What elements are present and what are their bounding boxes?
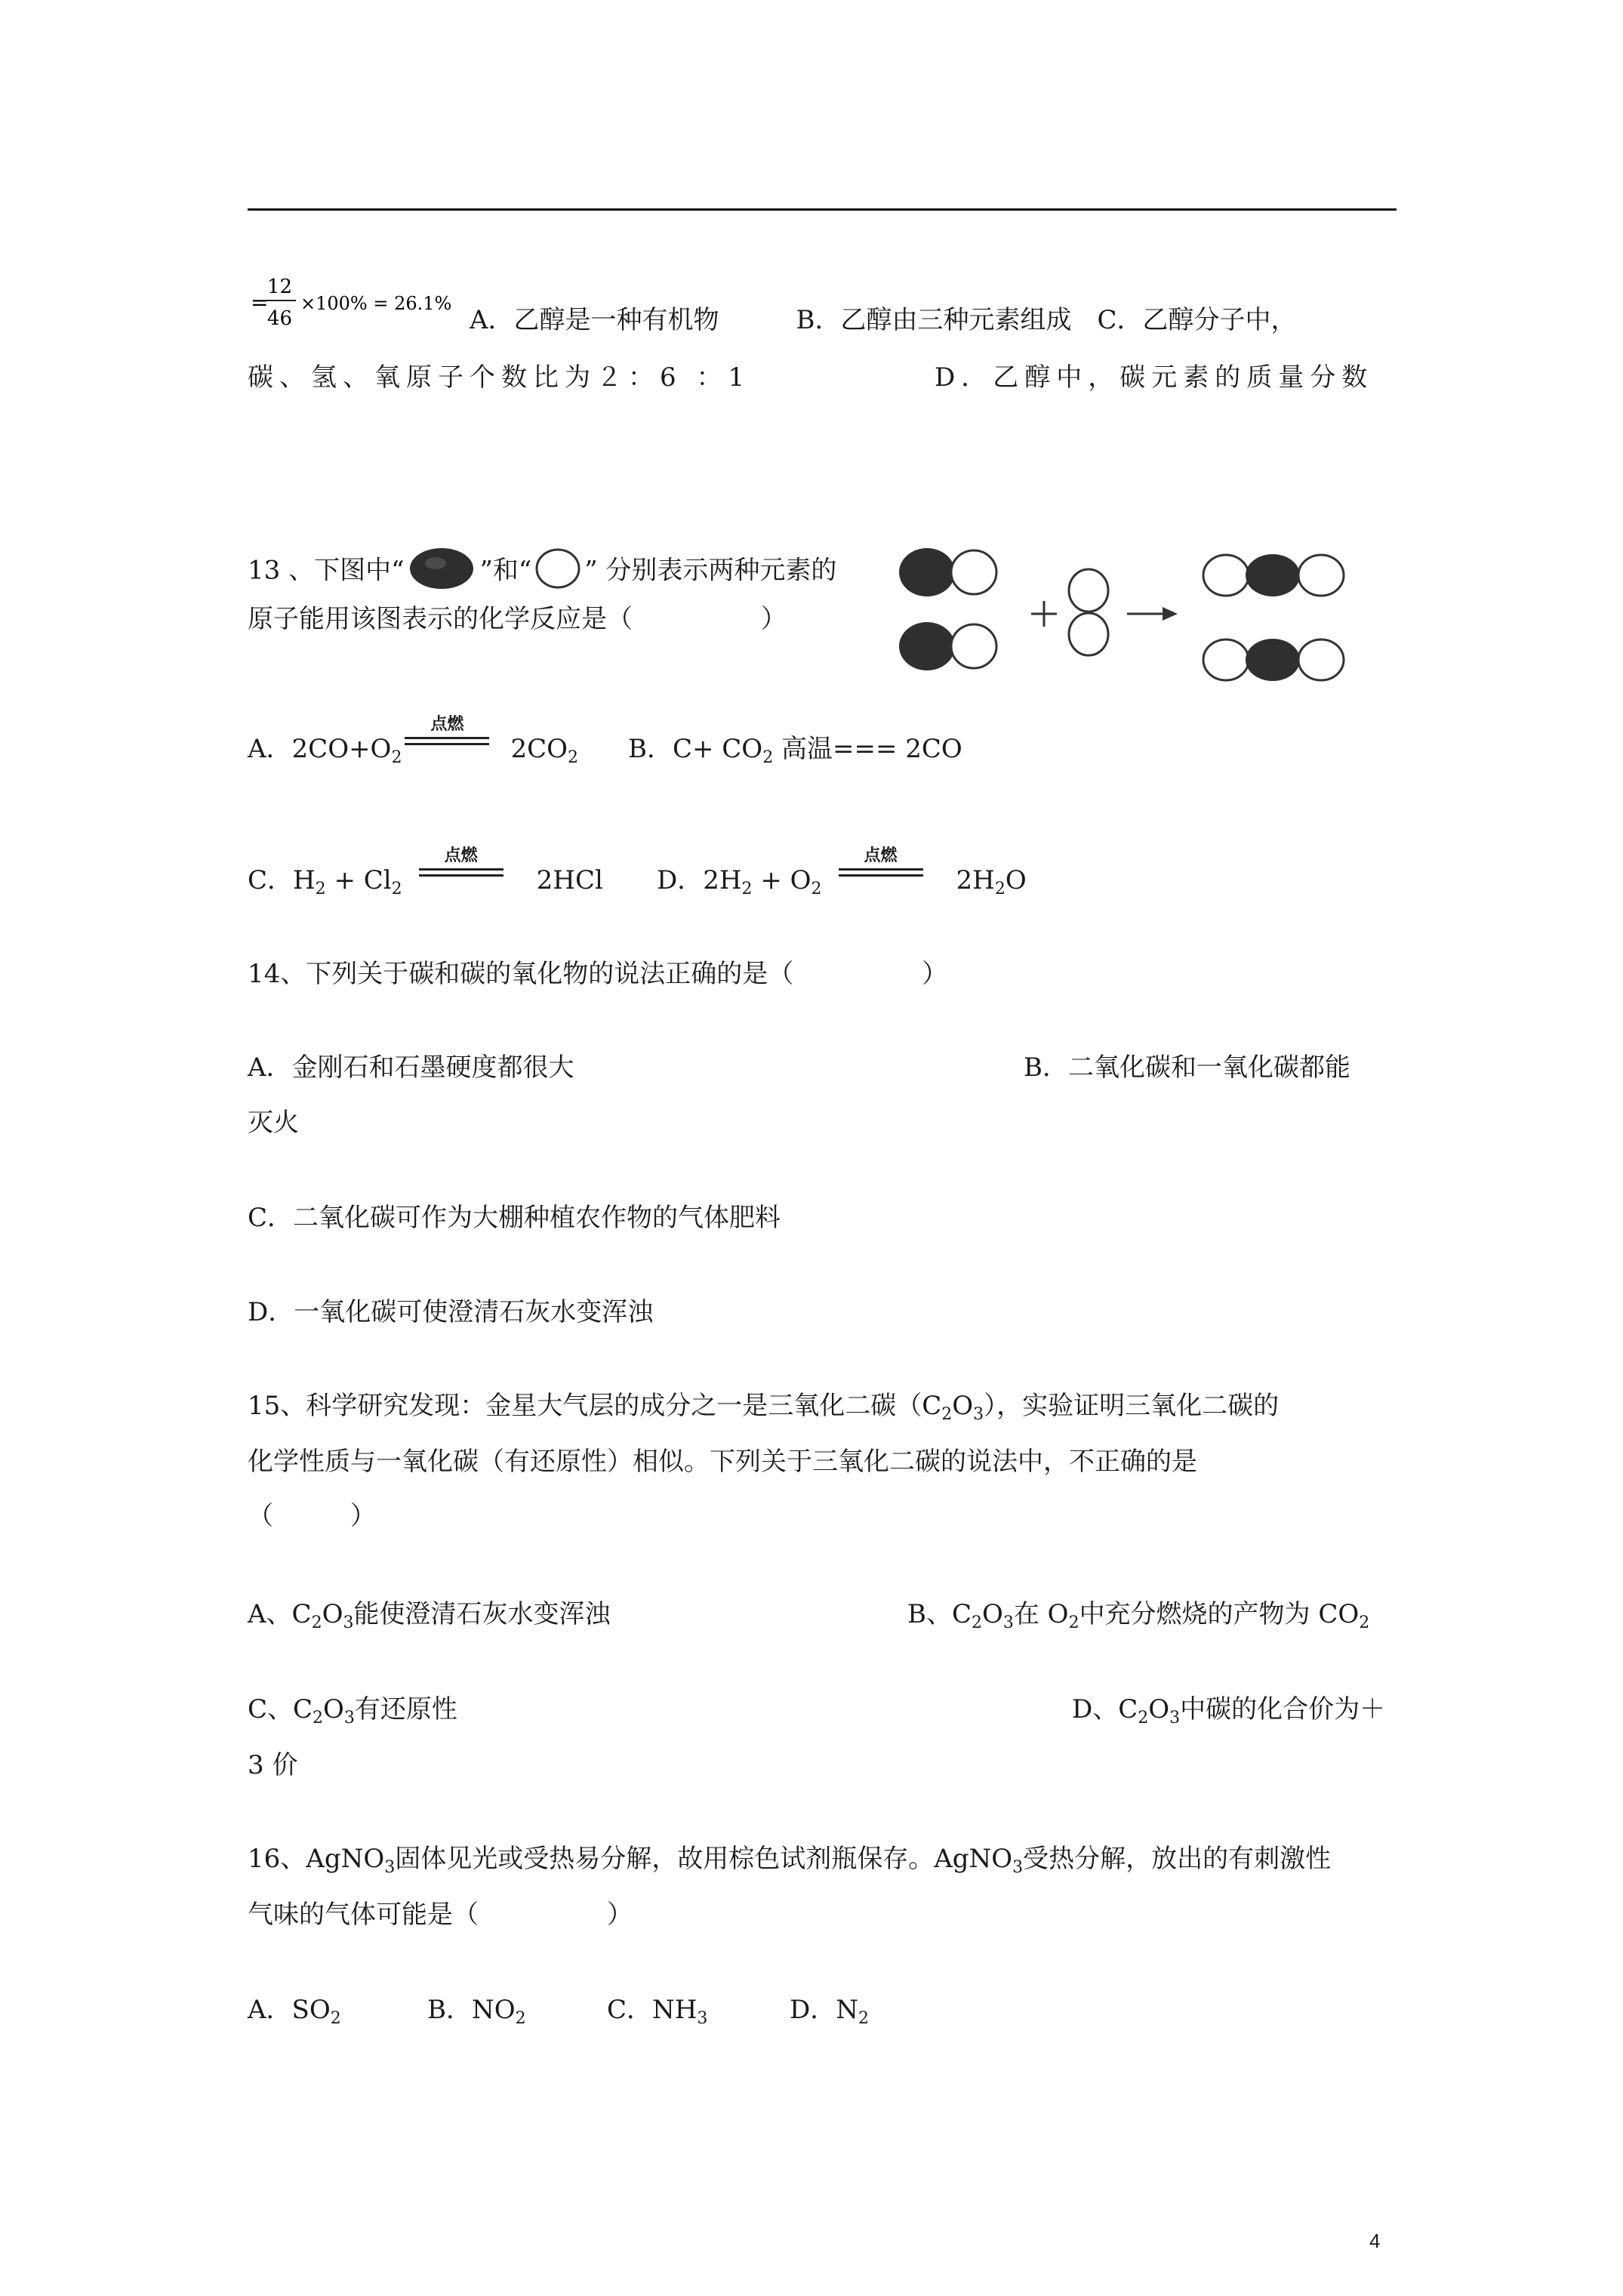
- q13-option-d: D．$2H_2 + O_2$ 点燃 $2H_2O$: [657, 846, 1027, 898]
- q16-option-d: D．$N_2$: [790, 1995, 870, 2028]
- q15-stem-line3: （ ）: [248, 1501, 376, 1531]
- reaction-diagram: [897, 533, 1357, 688]
- q14-option-d: D．一氧化碳可使澄清石灰水变浑浊: [248, 1297, 654, 1327]
- q13-line1-a: 13 、下图中“: [248, 555, 405, 586]
- ignite-condition: 点燃: [419, 865, 504, 895]
- header-rule: [248, 208, 1397, 211]
- q16-option-b: B．$NO_2$: [427, 1995, 526, 2028]
- q15-stem-line1: 15、科学研究发现：金星大气层的成分之一是三氧化二碳$(C_2O_3)$，实验证明三氧化二碳的: [248, 1391, 1280, 1424]
- ignite-condition: 点燃: [839, 865, 923, 895]
- q15-option-d-cont: 3 价: [248, 1750, 298, 1780]
- q12-line1: A．乙醇是一种有机物 B．乙醇由三种元素组成 C．乙醇分子中，: [470, 305, 1297, 335]
- q14-option-c: C．二氧化碳可作为大棚种植农作物的气体肥料: [248, 1203, 781, 1233]
- q16-stem-line2: 气味的气体可能是（ ）: [248, 1900, 633, 1930]
- q16-option-c: C．$NH_3$: [607, 1995, 708, 2028]
- q15-option-b: B、$C_2O_3$在 $O_2$中充分燃烧的产物为 $CO_2$: [907, 1599, 1370, 1632]
- q12-line2a: 碳、氢、氧原子个数比为２：6 ：1: [248, 362, 751, 393]
- reaction-arrow: [1127, 607, 1178, 621]
- formula-equals: =: [251, 290, 269, 315]
- q13-line1-c: ” 分别表示两种元素的: [584, 555, 837, 586]
- dark-atom-icon: [407, 547, 476, 597]
- light-atom-icon: [534, 547, 581, 596]
- product-molecule-2: [1203, 639, 1344, 681]
- q15-stem-line2: 化学性质与一氧化碳（有还原性）相似。下列关于三氧化二碳的说法中，不正确的是: [248, 1447, 1197, 1477]
- q15-option-a: A、$C_2O_3$能使澄清石灰水变浑浊: [248, 1599, 611, 1632]
- q12-line2b: D．乙醇中，碳元素的质量分数: [935, 362, 1374, 393]
- q15-option-c: C、$C_2O_3$有还原性: [248, 1694, 457, 1727]
- q13-option-c: C．$H_2 + Cl_2$ 点燃 2HCl: [248, 846, 603, 898]
- q13-option-a: A．$2CO+O_2$ 点燃 $2CO_2$: [248, 715, 578, 767]
- q14-option-b: B．二氧化碳和一氧化碳都能: [1024, 1052, 1350, 1083]
- q16-option-a: A．$SO_2$: [248, 1995, 341, 2028]
- formula-image: [249, 266, 464, 338]
- page-number: 4: [1369, 2230, 1381, 2252]
- q14-option-a: A．金刚石和石墨硬度都很大: [248, 1052, 574, 1083]
- q14-option-b-cont: 灭火: [248, 1108, 299, 1138]
- q13-line1: [248, 547, 836, 597]
- q14-stem: 14、下列关于碳和碳的氧化物的说法正确的是（ ）: [248, 959, 948, 989]
- ignite-condition: 点燃: [405, 734, 489, 764]
- product-molecule-1: [1203, 554, 1344, 596]
- reactant-molecule-2: [899, 622, 996, 670]
- formula-rest: ×100% = 26.1%: [300, 293, 452, 314]
- plus-sign: [1031, 601, 1057, 627]
- formula-numerator: 12: [267, 276, 293, 298]
- q15-option-d: D、$C_2O_3$中碳的化合价为＋: [1072, 1694, 1386, 1727]
- reactant-molecule-3: [1069, 569, 1108, 655]
- reactant-molecule-1: [899, 548, 996, 596]
- q13-option-b: B．$C+ CO_2$ 高温=== 2CO: [628, 734, 962, 767]
- q13-line1-b: ”和“: [479, 555, 532, 586]
- formula-denominator: 46: [267, 307, 293, 330]
- q13-line2: 原子能用该图表示的化学反应是（ ）: [248, 604, 787, 634]
- q16-stem-line1: 16、AgNO$_3$固体见光或受热易分解，故用棕色试剂瓶保存。AgNO$_3$受热分解，放出的有刺激性: [248, 1844, 1332, 1877]
